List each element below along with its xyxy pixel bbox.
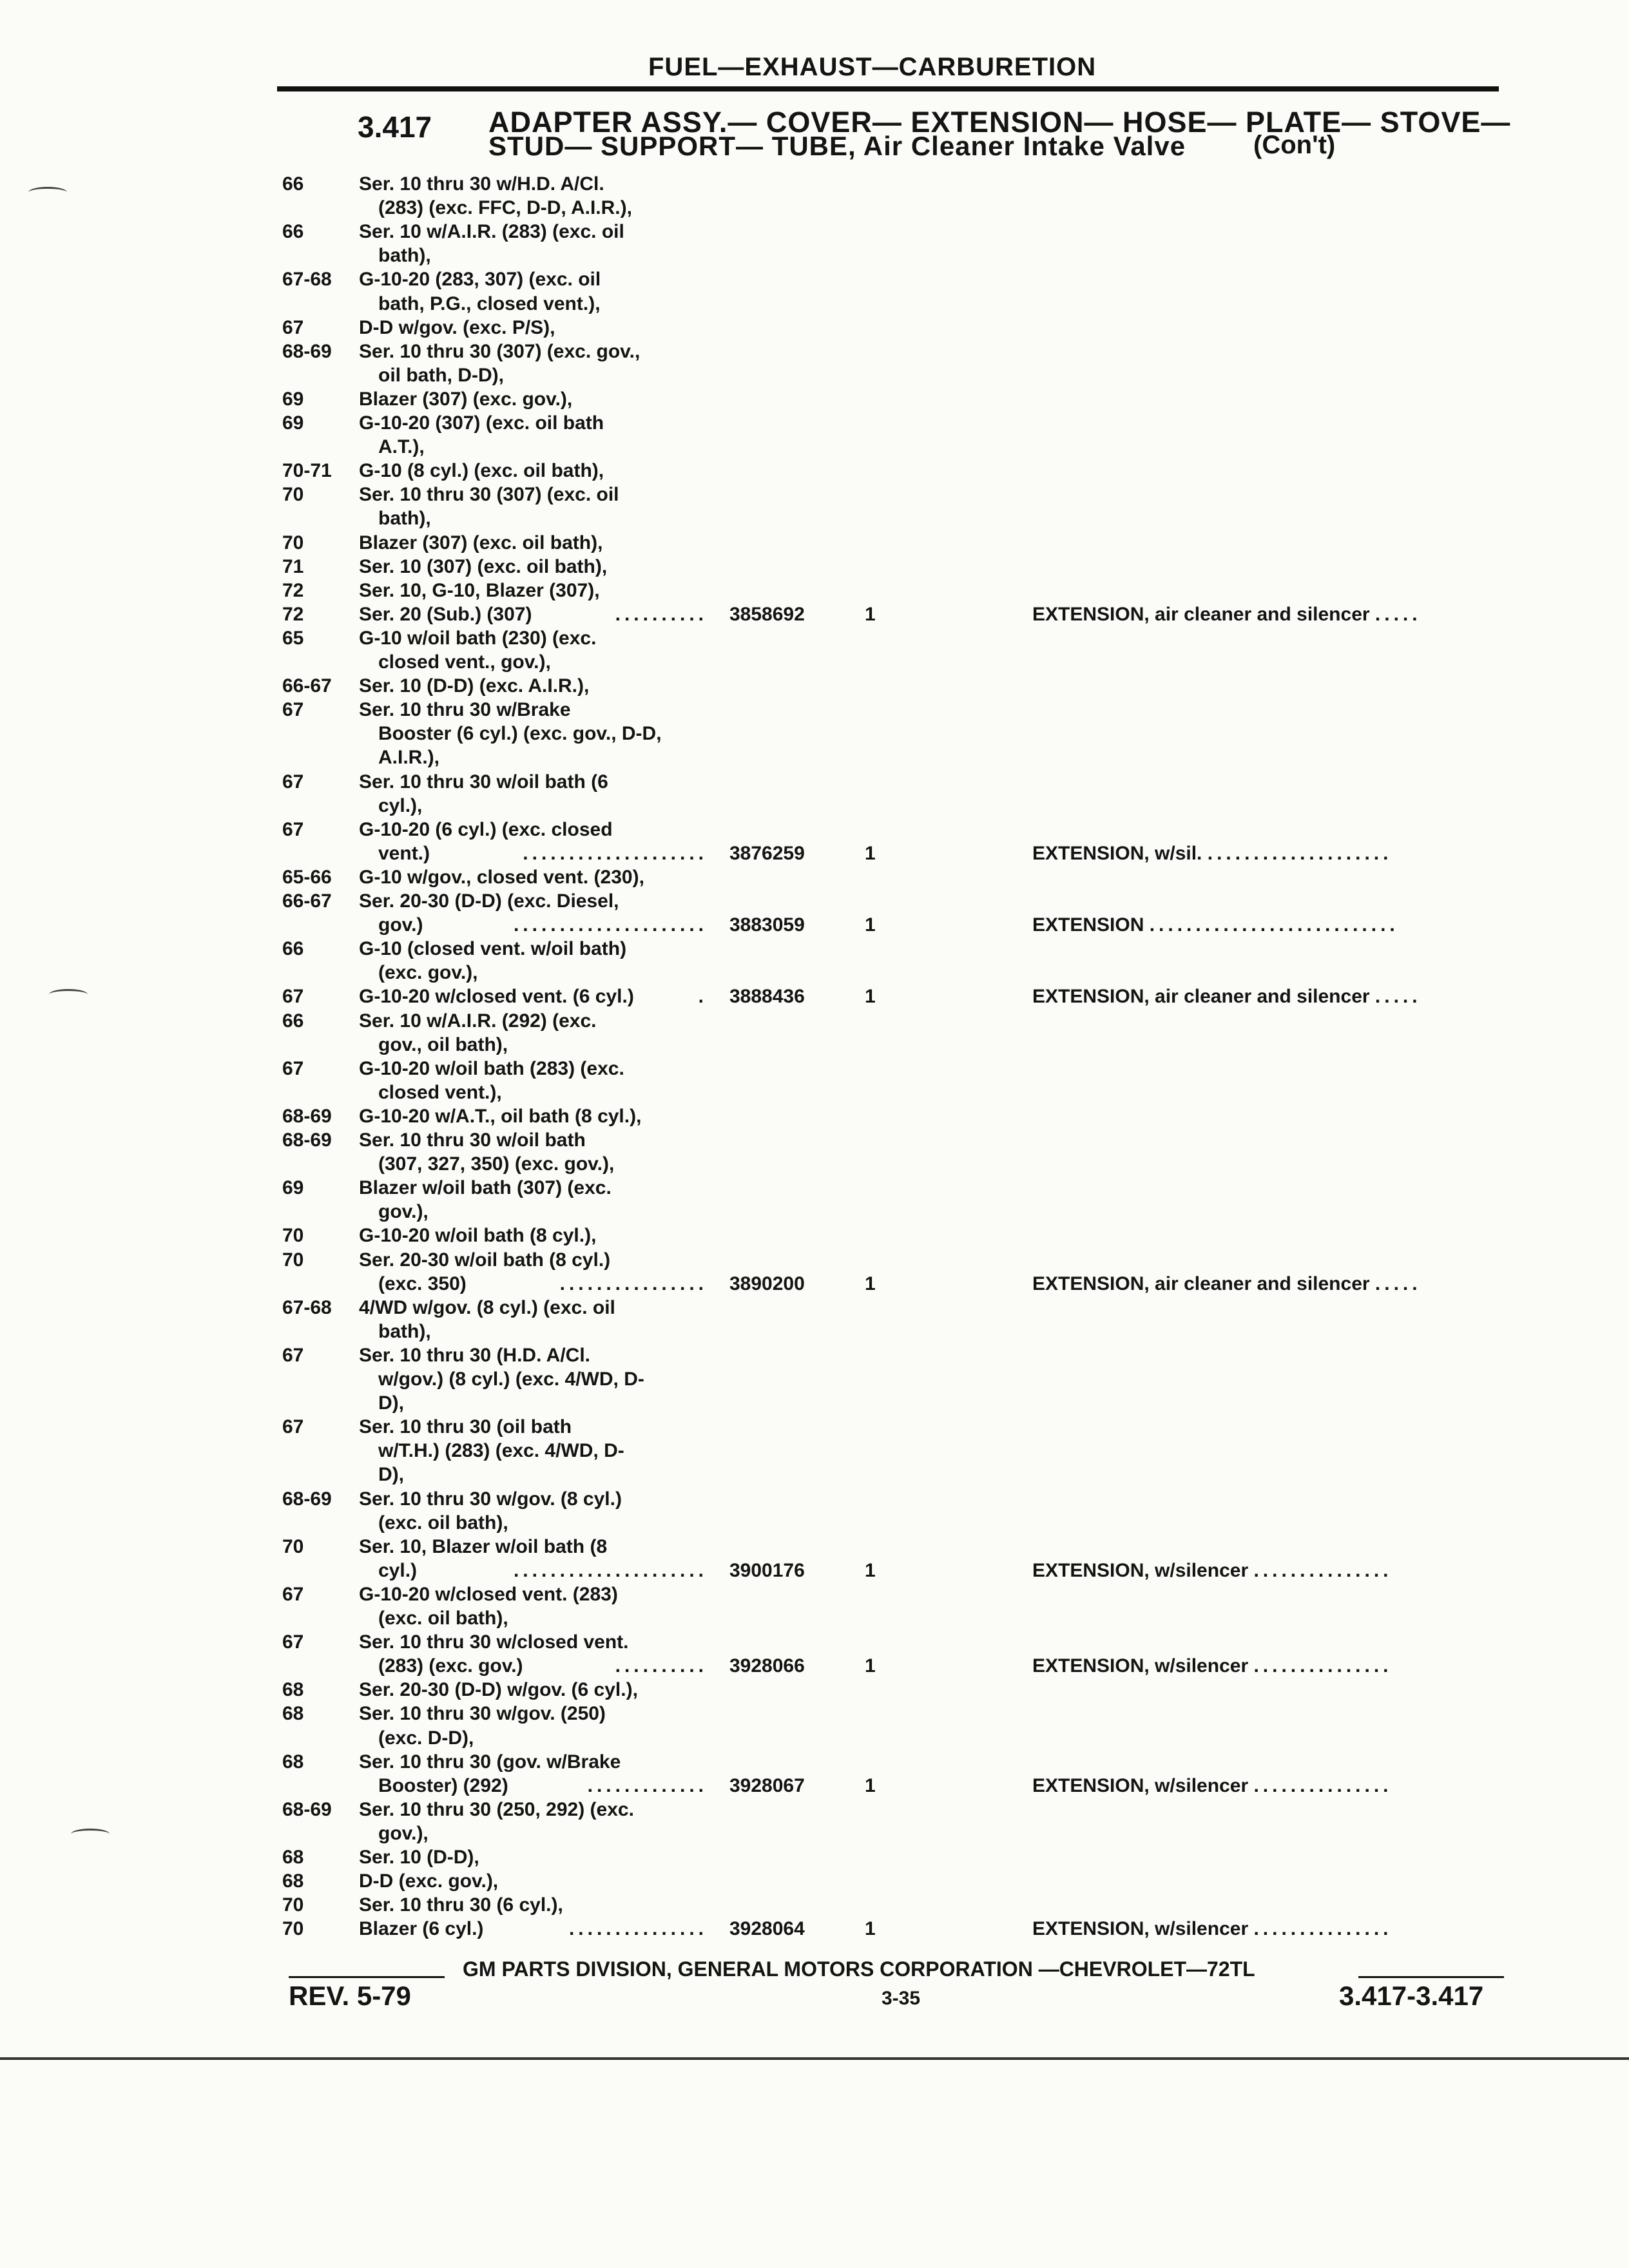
footer-revision: REV. 5-79 bbox=[289, 1981, 411, 2011]
leader-dots: ................ bbox=[559, 1273, 708, 1294]
part-name bbox=[1032, 1273, 1422, 1296]
year-range: 66 bbox=[282, 1010, 304, 1032]
part-name bbox=[1032, 1774, 1393, 1798]
quantity: 1 bbox=[865, 1273, 876, 1294]
usage-description-continued: (exc. oil bath), bbox=[378, 1608, 508, 1629]
footer-rule-left bbox=[289, 1976, 445, 1978]
part-name bbox=[1032, 985, 1422, 1008]
leader-dots: .......... bbox=[615, 604, 708, 625]
quantity: 1 bbox=[865, 1655, 876, 1677]
year-range: 67 bbox=[282, 1058, 304, 1079]
usage-description-continued: w/T.H.) (283) (exc. 4/WD, D- bbox=[378, 1440, 624, 1461]
usage-description-continued: (exc. D-D), bbox=[378, 1727, 474, 1749]
year-range: 67 bbox=[282, 1584, 304, 1605]
part-name-dots: ..... bbox=[1374, 986, 1422, 1007]
usage-description-continued: Booster) (292) bbox=[378, 1775, 508, 1796]
year-range: 67 bbox=[282, 1631, 304, 1653]
footer-section-range: 3.417-3.417 bbox=[1339, 1981, 1484, 2011]
usage-description-continued: (307, 327, 350) (exc. gov.), bbox=[378, 1153, 615, 1175]
part-number: 3876259 bbox=[729, 843, 805, 864]
usage-description-continued: w/gov.) (8 cyl.) (exc. 4/WD, D- bbox=[378, 1369, 644, 1390]
usage-description-continued: bath), bbox=[378, 508, 431, 529]
usage-description-continued: oil bath, D-D), bbox=[378, 365, 504, 386]
leader-dots: ..................... bbox=[513, 914, 708, 936]
usage-description: Ser. 20-30 (D-D) w/gov. (6 cyl.), bbox=[359, 1679, 638, 1700]
part-name bbox=[1032, 1917, 1393, 1941]
year-range: 67-68 bbox=[282, 269, 332, 290]
leader-dots: ............... bbox=[568, 1918, 708, 1939]
footer-page-number: 3-35 bbox=[882, 1988, 921, 2009]
usage-description: G-10 (8 cyl.) (exc. oil bath), bbox=[359, 460, 604, 481]
year-range: 68-69 bbox=[282, 1106, 332, 1127]
part-number: 3928067 bbox=[729, 1775, 805, 1796]
year-range: 66 bbox=[282, 221, 304, 242]
usage-description: Ser. 10 thru 30 w/H.D. A/Cl. bbox=[359, 173, 604, 195]
usage-description-continued: closed vent.), bbox=[378, 1082, 502, 1103]
year-range: 70 bbox=[282, 1894, 304, 1916]
usage-description: Ser. 10 w/A.I.R. (283) (exc. oil bbox=[359, 221, 624, 242]
part-number: 3928064 bbox=[729, 1918, 805, 1939]
usage-description: Ser. 20-30 w/oil bath (8 cyl.) bbox=[359, 1249, 611, 1271]
year-range: 71 bbox=[282, 556, 304, 577]
usage-description: G-10 (closed vent. w/oil bath) bbox=[359, 938, 627, 959]
usage-description: Ser. 10 thru 30 (oil bath bbox=[359, 1416, 572, 1437]
usage-description: Ser. 20 (Sub.) (307) bbox=[359, 604, 532, 625]
usage-description: Ser. 10 (D-D) (exc. A.I.R.), bbox=[359, 675, 590, 697]
usage-description: G-10-20 w/A.T., oil bath (8 cyl.), bbox=[359, 1106, 642, 1127]
year-range: 68-69 bbox=[282, 1488, 332, 1510]
section-title-line1: ADAPTER ASSY.— COVER— EXTENSION— HOSE— PLATE— STOVE— bbox=[488, 106, 1511, 139]
usage-description-continued: (283) (exc. FFC, D-D, A.I.R.), bbox=[378, 197, 632, 218]
year-range: 70 bbox=[282, 1249, 304, 1271]
part-number: 3928066 bbox=[729, 1655, 805, 1677]
section-title-line2: STUD— SUPPORT— TUBE, Air Cleaner Intake Valve bbox=[488, 131, 1186, 161]
punch-mark bbox=[49, 989, 88, 1000]
part-name-text: EXTENSION, air cleaner and silencer bbox=[1032, 986, 1370, 1007]
usage-description: 4/WD w/gov. (8 cyl.) (exc. oil bbox=[359, 1297, 615, 1318]
part-name-text: EXTENSION, w/silencer bbox=[1032, 1560, 1249, 1581]
part-name-text: EXTENSION, w/silencer bbox=[1032, 1775, 1249, 1796]
usage-description-continued: cyl.) bbox=[378, 1560, 418, 1581]
usage-description-continued: (exc. 350) bbox=[378, 1273, 467, 1294]
part-name bbox=[1032, 842, 1392, 865]
usage-description: Ser. 10, Blazer w/oil bath (8 bbox=[359, 1536, 608, 1557]
usage-description: Blazer (6 cyl.) bbox=[359, 1918, 484, 1939]
year-range: 68 bbox=[282, 1751, 304, 1773]
year-range: 66-67 bbox=[282, 675, 332, 697]
usage-description: Blazer (307) (exc. gov.), bbox=[359, 389, 573, 410]
year-range: 68-69 bbox=[282, 1799, 332, 1820]
leader-dots: .................... bbox=[523, 843, 708, 864]
usage-description-continued: cyl.), bbox=[378, 795, 423, 816]
usage-description: Ser. 10 thru 30 (307) (exc. gov., bbox=[359, 341, 641, 362]
usage-description-continued: A.I.R.), bbox=[378, 747, 439, 768]
part-number: 3888436 bbox=[729, 986, 805, 1007]
leader-dots: . bbox=[698, 986, 708, 1007]
usage-description: G-10 w/gov., closed vent. (230), bbox=[359, 867, 644, 888]
leader-dots: ............. bbox=[587, 1775, 708, 1796]
year-range: 67 bbox=[282, 699, 304, 720]
page-header-title: FUEL—EXHAUST—CARBURETION bbox=[648, 53, 1097, 81]
usage-description: Ser. 10 (D-D), bbox=[359, 1847, 479, 1868]
usage-description-continued: gov.) bbox=[378, 914, 423, 936]
usage-description-continued: A.T.), bbox=[378, 436, 425, 457]
usage-description: Ser. 10 thru 30 w/oil bath bbox=[359, 1129, 586, 1151]
year-range: 68-69 bbox=[282, 341, 332, 362]
usage-description: Ser. 10 thru 30 w/gov. (250) bbox=[359, 1703, 606, 1724]
usage-description: G-10-20 (307) (exc. oil bath bbox=[359, 412, 604, 434]
year-range: 68-69 bbox=[282, 1129, 332, 1151]
part-number: 3890200 bbox=[729, 1273, 805, 1294]
part-name-text: EXTENSION, w/silencer bbox=[1032, 1655, 1249, 1677]
usage-description: Ser. 10 thru 30 (250, 292) (exc. bbox=[359, 1799, 634, 1820]
section-continued: (Con't) bbox=[1253, 131, 1336, 159]
part-name-dots: ............... bbox=[1253, 1560, 1393, 1581]
part-name-dots: ........................... bbox=[1149, 914, 1399, 936]
usage-description-continued: gov.), bbox=[378, 1201, 429, 1222]
usage-description-continued: bath, P.G., closed vent.), bbox=[378, 293, 601, 314]
part-name-dots: ............... bbox=[1253, 1775, 1393, 1796]
part-name bbox=[1032, 603, 1422, 626]
usage-description: D-D (exc. gov.), bbox=[359, 1870, 499, 1892]
year-range: 70-71 bbox=[282, 460, 332, 481]
scan-edge-rule bbox=[0, 2057, 1629, 2060]
footer-company: GM PARTS DIVISION, GENERAL MOTORS CORPORATION —CHEVROLET—72TL bbox=[463, 1957, 1255, 1981]
usage-description: D-D w/gov. (exc. P/S), bbox=[359, 317, 555, 338]
usage-description: G-10-20 w/closed vent. (283) bbox=[359, 1584, 618, 1605]
year-range: 66-67 bbox=[282, 890, 332, 912]
quantity: 1 bbox=[865, 843, 876, 864]
part-name-dots: .................... bbox=[1207, 843, 1393, 864]
leader-dots: .......... bbox=[615, 1655, 708, 1677]
punch-mark bbox=[71, 1829, 110, 1840]
usage-description-continued: (283) (exc. gov.) bbox=[378, 1655, 523, 1677]
footer-rule-right bbox=[1358, 1976, 1504, 1978]
usage-description: Blazer (307) (exc. oil bath), bbox=[359, 532, 603, 553]
part-name bbox=[1032, 914, 1399, 937]
usage-description: Ser. 10 thru 30 w/gov. (8 cyl.) bbox=[359, 1488, 622, 1510]
usage-description: G-10-20 w/closed vent. (6 cyl.) bbox=[359, 986, 634, 1007]
part-name bbox=[1032, 1655, 1393, 1678]
usage-description-continued: D), bbox=[378, 1464, 404, 1485]
header-rule bbox=[277, 86, 1499, 91]
usage-description-continued: Booster (6 cyl.) (exc. gov., D-D, bbox=[378, 723, 662, 744]
year-range: 67 bbox=[282, 1345, 304, 1366]
usage-description-continued: vent.) bbox=[378, 843, 430, 864]
part-name-text: EXTENSION bbox=[1032, 914, 1144, 936]
punch-mark bbox=[28, 187, 67, 198]
quantity: 1 bbox=[865, 914, 876, 936]
usage-description: G-10-20 w/oil bath (8 cyl.), bbox=[359, 1225, 597, 1246]
usage-description-continued: closed vent., gov.), bbox=[378, 651, 551, 673]
quantity: 1 bbox=[865, 604, 876, 625]
year-range: 70 bbox=[282, 484, 304, 505]
part-name-dots: ............... bbox=[1253, 1655, 1393, 1677]
usage-description: Ser. 10 thru 30 w/oil bath (6 bbox=[359, 771, 608, 793]
leader-dots: ..................... bbox=[513, 1560, 708, 1581]
year-range: 67 bbox=[282, 317, 304, 338]
year-range: 67 bbox=[282, 819, 304, 840]
year-range: 69 bbox=[282, 412, 304, 434]
part-name-text: EXTENSION, air cleaner and silencer bbox=[1032, 604, 1370, 625]
usage-description-continued: bath), bbox=[378, 245, 431, 266]
year-range: 68 bbox=[282, 1703, 304, 1724]
part-name-text: EXTENSION, w/silencer bbox=[1032, 1918, 1249, 1939]
usage-description: Ser. 10 thru 30 (307) (exc. oil bbox=[359, 484, 619, 505]
usage-description: Ser. 10 thru 30 (gov. w/Brake bbox=[359, 1751, 621, 1773]
part-name-text: EXTENSION, w/sil. bbox=[1032, 843, 1202, 864]
usage-description-continued: gov., oil bath), bbox=[378, 1034, 508, 1055]
part-number: 3858692 bbox=[729, 604, 805, 625]
part-name-dots: ..... bbox=[1374, 1273, 1422, 1294]
quantity: 1 bbox=[865, 986, 876, 1007]
usage-description: Ser. 10 (307) (exc. oil bath), bbox=[359, 556, 608, 577]
usage-description: Ser. 10 thru 30 w/closed vent. bbox=[359, 1631, 629, 1653]
usage-description: Ser. 10 thru 30 (6 cyl.), bbox=[359, 1894, 563, 1916]
usage-description: Ser. 10, G-10, Blazer (307), bbox=[359, 580, 600, 601]
usage-description: Ser. 20-30 (D-D) (exc. Diesel, bbox=[359, 890, 619, 912]
year-range: 70 bbox=[282, 1918, 304, 1939]
usage-description: G-10-20 (283, 307) (exc. oil bbox=[359, 269, 601, 290]
usage-description-continued: (exc. gov.), bbox=[378, 962, 478, 983]
part-number: 3883059 bbox=[729, 914, 805, 936]
quantity: 1 bbox=[865, 1560, 876, 1581]
year-range: 68 bbox=[282, 1679, 304, 1700]
part-name bbox=[1032, 1559, 1393, 1582]
part-name-text: EXTENSION, air cleaner and silencer bbox=[1032, 1273, 1370, 1294]
year-range: 67 bbox=[282, 1416, 304, 1437]
usage-description: Blazer w/oil bath (307) (exc. bbox=[359, 1177, 612, 1198]
year-range: 68 bbox=[282, 1847, 304, 1868]
year-range: 72 bbox=[282, 604, 304, 625]
quantity: 1 bbox=[865, 1775, 876, 1796]
usage-description-continued: bath), bbox=[378, 1321, 431, 1342]
usage-description-continued: (exc. oil bath), bbox=[378, 1512, 508, 1533]
year-range: 67 bbox=[282, 771, 304, 793]
year-range: 70 bbox=[282, 1536, 304, 1557]
year-range: 72 bbox=[282, 580, 304, 601]
part-number: 3900176 bbox=[729, 1560, 805, 1581]
year-range: 66 bbox=[282, 173, 304, 195]
usage-description: Ser. 10 thru 30 w/Brake bbox=[359, 699, 571, 720]
year-range: 65-66 bbox=[282, 867, 332, 888]
year-range: 70 bbox=[282, 532, 304, 553]
usage-description-continued: D), bbox=[378, 1392, 404, 1414]
usage-description-continued: gov.), bbox=[378, 1823, 429, 1844]
year-range: 68 bbox=[282, 1870, 304, 1892]
year-range: 66 bbox=[282, 938, 304, 959]
year-range: 69 bbox=[282, 1177, 304, 1198]
year-range: 65 bbox=[282, 628, 304, 649]
usage-description: G-10 w/oil bath (230) (exc. bbox=[359, 628, 597, 649]
year-range: 70 bbox=[282, 1225, 304, 1246]
usage-description: Ser. 10 thru 30 (H.D. A/Cl. bbox=[359, 1345, 590, 1366]
section-number: 3.417 bbox=[358, 110, 432, 144]
usage-description: G-10-20 w/oil bath (283) (exc. bbox=[359, 1058, 624, 1079]
year-range: 69 bbox=[282, 389, 304, 410]
usage-description: G-10-20 (6 cyl.) (exc. closed bbox=[359, 819, 613, 840]
usage-description: Ser. 10 w/A.I.R. (292) (exc. bbox=[359, 1010, 597, 1032]
year-range: 67-68 bbox=[282, 1297, 332, 1318]
year-range: 67 bbox=[282, 986, 304, 1007]
part-name-dots: ..... bbox=[1374, 604, 1422, 625]
part-name-dots: ............... bbox=[1253, 1918, 1393, 1939]
quantity: 1 bbox=[865, 1918, 876, 1939]
